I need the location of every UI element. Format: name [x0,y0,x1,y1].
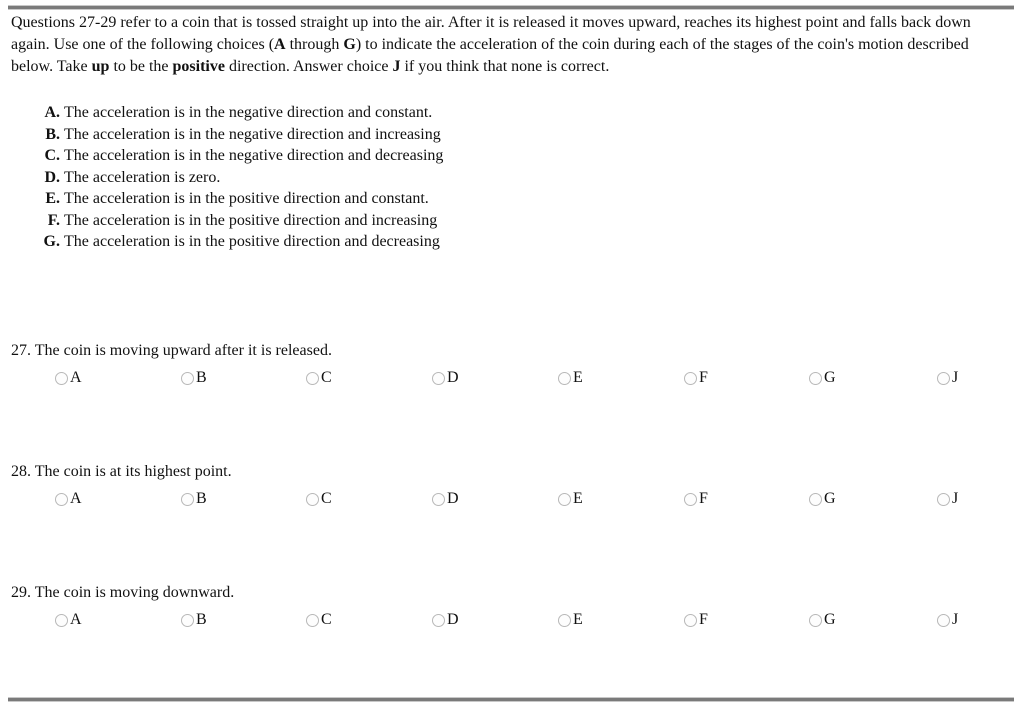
radio-label: G [824,369,836,386]
radio-button-icon[interactable] [432,493,445,506]
choice-letter: A. [44,104,60,121]
radio-button-icon[interactable] [684,614,697,627]
radio-label: G [824,490,836,507]
radio-option-d[interactable] [432,369,459,387]
radio-group-29 [11,611,1011,633]
choice-text: The acceleration is in the positive direction and constant. [64,190,429,207]
radio-button-icon[interactable] [809,493,822,506]
radio-option-g[interactable] [809,369,836,387]
question-29 [11,583,1011,633]
radio-label: B [196,369,207,386]
radio-group-28 [11,490,1011,512]
radio-option-b[interactable] [181,611,207,629]
radio-button-icon[interactable] [558,372,571,385]
radio-label: B [196,490,207,507]
radio-button-icon[interactable] [809,614,822,627]
answer-choices-list [30,102,443,253]
choice-letter: E. [45,190,60,207]
choice-letter: B. [45,125,60,143]
radio-option-g[interactable] [809,490,836,508]
intro-seg: ) to indicate the acceleration of the coin during each of the stages of the coin's motion described below. Take [11,36,969,75]
radio-button-icon[interactable] [937,493,950,506]
radio-option-f[interactable] [684,611,708,629]
radio-button-icon[interactable] [937,614,950,627]
intro-seg: Questions 27-29 refer to a coin that is tossed straight up into the air. After it is released it moves upward, reaches its highest point and falls back down again. Use one of the following choices ( [11,14,971,53]
choice-text: The acceleration is in the negative direction and constant. [64,104,433,121]
radio-label: B [196,611,207,628]
question-text: 28. The coin is at its highest point. [11,463,232,480]
radio-option-d[interactable] [432,611,459,629]
radio-option-a[interactable] [55,490,82,508]
radio-button-icon[interactable] [306,614,319,627]
radio-option-c[interactable] [306,369,332,387]
intro-seg-bold: positive [172,58,225,75]
intro-seg: through [285,36,344,53]
choice-letter: C. [44,147,60,164]
radio-option-c[interactable] [306,611,332,629]
radio-label: G [824,611,836,628]
choice-text: The acceleration is in the positive direction and decreasing [64,233,440,250]
radio-button-icon[interactable] [684,493,697,506]
intro-seg-bold: J [392,58,401,75]
radio-label: E [573,611,583,628]
radio-button-icon[interactable] [55,614,68,627]
radio-label: J [952,611,959,628]
radio-label: E [573,490,583,507]
radio-label: D [447,369,459,386]
intro-seg-bold: A [274,36,286,53]
radio-option-f[interactable] [684,490,708,508]
radio-label: J [952,490,959,507]
choice-letter: G. [43,233,60,250]
radio-option-f[interactable] [684,369,708,387]
radio-label: F [699,490,708,507]
choice-item-b [30,124,443,146]
question-text: 29. The coin is moving downward. [11,584,235,601]
intro-paragraph [11,12,1011,78]
choice-item-c [30,145,443,167]
radio-button-icon[interactable] [306,493,319,506]
radio-label: F [699,369,708,386]
choice-item-d [30,167,443,189]
radio-button-icon[interactable] [181,493,194,506]
choice-item-e [30,188,443,210]
radio-label: C [321,369,332,386]
intro-seg-bold: up [91,58,110,75]
question-27 [11,341,1011,391]
radio-label: E [573,369,583,386]
intro-seg: if you think that none is correct. [400,58,610,75]
top-separator [8,5,1014,10]
choice-letter: F. [47,211,60,229]
radio-label: C [321,611,332,628]
choice-item-g [30,231,443,253]
radio-label: D [447,611,459,628]
radio-label: A [70,611,82,628]
bottom-separator [8,697,1014,702]
radio-option-b[interactable] [181,490,207,508]
radio-label: C [321,490,332,507]
radio-button-icon[interactable] [432,614,445,627]
choice-text: The acceleration is in the positive direction and increasing [64,211,438,229]
radio-button-icon[interactable] [684,372,697,385]
radio-label: J [952,369,959,386]
radio-button-icon[interactable] [558,614,571,627]
intro-seg: to be the [109,58,173,75]
question-text: 27. The coin is moving upward after it is released. [11,342,332,359]
radio-label: A [70,369,82,386]
radio-button-icon[interactable] [181,372,194,385]
radio-option-j[interactable] [937,490,958,508]
radio-button-icon[interactable] [937,372,950,385]
radio-option-e[interactable] [558,369,583,387]
radio-button-icon[interactable] [809,372,822,385]
question-28 [11,462,1011,512]
radio-option-d[interactable] [432,490,459,508]
radio-option-e[interactable] [558,611,583,629]
radio-option-e[interactable] [558,490,583,508]
choice-text: The acceleration is in the negative direction and decreasing [64,147,444,164]
radio-button-icon[interactable] [432,372,445,385]
radio-option-g[interactable] [809,611,836,629]
radio-option-a[interactable] [55,369,82,387]
radio-button-icon[interactable] [306,372,319,385]
radio-option-a[interactable] [55,611,82,629]
choice-item-a [30,102,443,124]
radio-label: D [447,490,459,507]
radio-option-j[interactable] [937,611,958,629]
radio-label: F [699,611,708,628]
radio-button-icon[interactable] [558,493,571,506]
intro-seg-bold: G [343,36,356,53]
choice-text: The acceleration is zero. [64,168,221,186]
choice-item-f [30,210,443,232]
radio-label: A [70,490,82,507]
radio-option-j[interactable] [937,369,958,387]
choice-letter: D. [44,168,60,186]
choice-text: The acceleration is in the negative direction and increasing [64,125,441,143]
radio-button-icon[interactable] [55,372,68,385]
radio-button-icon[interactable] [181,614,194,627]
radio-group-27 [11,369,1011,391]
radio-option-c[interactable] [306,490,332,508]
intro-seg: direction. Answer choice [224,58,393,75]
radio-button-icon[interactable] [55,493,68,506]
radio-option-b[interactable] [181,369,207,387]
